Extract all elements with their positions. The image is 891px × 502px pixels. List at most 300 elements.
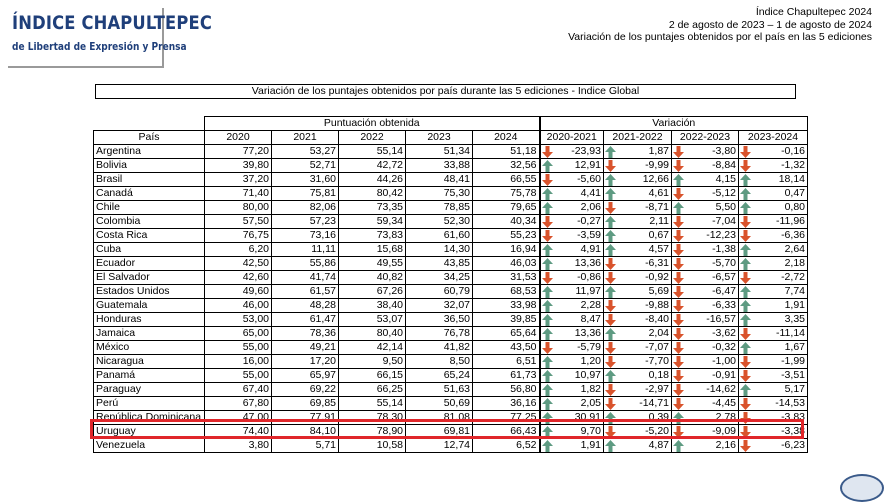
score-cell: 36,50 — [406, 313, 473, 327]
variation-value: 0,80 — [784, 201, 805, 213]
variation-value: 4,61 — [648, 187, 669, 199]
arrow-up-icon — [740, 174, 751, 186]
variation-cell — [540, 383, 604, 397]
variation-cell — [672, 327, 739, 341]
score-cell: 41,82 — [406, 341, 473, 355]
arrow-down-icon — [740, 440, 751, 452]
variation-value: -5,70 — [712, 257, 736, 269]
variation-cell — [604, 369, 672, 383]
country-name: Uruguay — [94, 425, 205, 439]
arrow-up-icon — [605, 328, 616, 340]
variation-value: 0,67 — [648, 229, 669, 241]
empty-header-cell — [94, 117, 205, 131]
variation-cell — [604, 201, 672, 215]
variation-cell — [739, 173, 808, 187]
arrow-up-icon — [542, 356, 553, 368]
variation-cell — [672, 271, 739, 285]
variation-value: 2,11 — [649, 215, 669, 227]
table-row — [94, 299, 808, 313]
score-cell: 52,30 — [406, 215, 473, 229]
arrow-down-icon — [673, 244, 684, 256]
variation-value: 5,69 — [648, 285, 669, 297]
variation-cell — [604, 229, 672, 243]
variation-cell — [739, 439, 808, 453]
score-cell: 49,60 — [205, 285, 272, 299]
table-row — [94, 159, 808, 173]
arrow-down-icon — [673, 146, 684, 158]
score-cell: 5,71 — [272, 439, 339, 453]
score-cell: 81,08 — [406, 411, 473, 425]
variation-value: -16,57 — [706, 313, 736, 325]
score-cell: 32,56 — [473, 159, 540, 173]
variation-group-header: Variación — [540, 117, 808, 131]
score-cell: 77,91 — [272, 411, 339, 425]
variation-cell — [739, 285, 808, 299]
score-cell: 41,74 — [272, 271, 339, 285]
score-cell: 6,51 — [473, 355, 540, 369]
country-name: Jamaica — [94, 327, 205, 341]
score-cell: 34,25 — [406, 271, 473, 285]
variation-cell — [604, 145, 672, 159]
score-cell: 38,40 — [339, 299, 406, 313]
score-cell: 66,15 — [339, 369, 406, 383]
variation-value: -0,86 — [577, 271, 601, 283]
year-header: 2023 — [406, 131, 473, 145]
variation-cell — [739, 257, 808, 271]
score-cell: 6,52 — [473, 439, 540, 453]
document-header — [568, 6, 872, 44]
arrow-down-icon — [673, 160, 684, 172]
variation-value: -4,45 — [712, 397, 736, 409]
score-cell: 17,20 — [272, 355, 339, 369]
score-cell: 42,14 — [339, 341, 406, 355]
arrow-up-icon — [542, 286, 553, 298]
variation-cell — [604, 257, 672, 271]
variation-value: 3,35 — [784, 313, 805, 325]
arrow-up-icon — [542, 398, 553, 410]
table-row — [94, 145, 808, 159]
score-cell: 48,41 — [406, 173, 473, 187]
score-cell: 50,69 — [406, 397, 473, 411]
variation-value: 1,91 — [580, 439, 601, 451]
variation-cell — [604, 271, 672, 285]
variation-value: 1,67 — [784, 341, 805, 353]
variation-cell — [672, 313, 739, 327]
score-cell: 16,94 — [473, 243, 540, 257]
score-cell: 75,78 — [473, 187, 540, 201]
variation-cell — [672, 383, 739, 397]
country-name: Cuba — [94, 243, 205, 257]
arrow-up-icon — [740, 286, 751, 298]
score-cell: 56,80 — [473, 383, 540, 397]
variation-value: -23,93 — [571, 145, 601, 157]
score-cell: 49,55 — [339, 257, 406, 271]
period-header: 2022-2023 — [672, 131, 739, 145]
score-cell: 40,34 — [473, 215, 540, 229]
variation-value: 8,47 — [580, 313, 601, 325]
score-cell: 53,00 — [205, 313, 272, 327]
score-cell: 55,14 — [339, 145, 406, 159]
arrow-down-icon — [673, 384, 684, 396]
variation-cell — [540, 229, 604, 243]
period-header: 2020-2021 — [540, 131, 604, 145]
arrow-down-icon — [673, 258, 684, 270]
arrow-down-icon — [740, 160, 751, 172]
score-cell: 33,98 — [473, 299, 540, 313]
header-line-2: 2 de agosto de 2023 – 1 de agosto de 2024 — [668, 18, 872, 31]
variation-cell — [739, 397, 808, 411]
score-cell: 53,27 — [272, 145, 339, 159]
arrow-down-icon — [605, 384, 616, 396]
table-row — [94, 201, 808, 215]
variation-value: -0,16 — [781, 145, 805, 157]
arrow-down-icon — [542, 174, 553, 186]
variation-value: 4,57 — [648, 243, 669, 255]
table-row — [94, 243, 808, 257]
arrow-up-icon — [673, 174, 684, 186]
score-cell: 55,23 — [473, 229, 540, 243]
score-cell: 33,88 — [406, 159, 473, 173]
variation-cell — [540, 285, 604, 299]
table-body — [94, 145, 808, 453]
variation-value: -0,91 — [712, 369, 736, 381]
score-cell: 43,85 — [406, 257, 473, 271]
variation-cell — [604, 439, 672, 453]
score-cell: 55,00 — [205, 369, 272, 383]
variation-value: -0,32 — [712, 341, 736, 353]
arrow-up-icon — [542, 188, 553, 200]
score-cell: 80,40 — [339, 327, 406, 341]
score-cell: 9,50 — [339, 355, 406, 369]
variation-value: 0,47 — [784, 187, 805, 199]
variation-value: -8,84 — [712, 159, 736, 171]
arrow-down-icon — [740, 146, 751, 158]
variation-value: 9,70 — [580, 425, 601, 437]
variation-cell — [672, 355, 739, 369]
period-header: 2023-2024 — [739, 131, 808, 145]
variation-value: -7,07 — [645, 341, 669, 353]
variation-value: 1,20 — [580, 355, 601, 367]
country-name: Perú — [94, 397, 205, 411]
variation-value: 11,97 — [575, 285, 601, 297]
score-cell: 55,14 — [339, 397, 406, 411]
score-cell: 80,00 — [205, 201, 272, 215]
country-name: República Dominicana — [94, 411, 205, 425]
variation-cell — [739, 145, 808, 159]
table-row — [94, 341, 808, 355]
variation-value: -3,51 — [781, 369, 805, 381]
variation-cell — [540, 187, 604, 201]
score-cell: 76,75 — [205, 229, 272, 243]
variation-cell — [540, 173, 604, 187]
variation-cell — [739, 229, 808, 243]
score-cell: 71,40 — [205, 187, 272, 201]
score-cell: 53,07 — [339, 313, 406, 327]
score-cell: 74,40 — [205, 425, 272, 439]
variation-cell — [604, 327, 672, 341]
score-cell: 31,53 — [473, 271, 540, 285]
variation-value: 0,39 — [648, 411, 669, 423]
score-cell: 48,28 — [272, 299, 339, 313]
table-row — [94, 271, 808, 285]
arrow-up-icon — [542, 300, 553, 312]
score-cell: 42,72 — [339, 159, 406, 173]
variation-cell — [604, 313, 672, 327]
score-cell: 78,85 — [406, 201, 473, 215]
score-cell: 61,57 — [272, 285, 339, 299]
score-cell: 73,83 — [339, 229, 406, 243]
score-cell: 55,00 — [205, 341, 272, 355]
variation-value: -6,23 — [781, 439, 805, 451]
table-row — [94, 355, 808, 369]
logo-title: ÍNDICE CHAPULTEPEC — [12, 12, 213, 34]
arrow-down-icon — [605, 314, 616, 326]
score-cell: 73,35 — [339, 201, 406, 215]
country-name: Ecuador — [94, 257, 205, 271]
seal-emblem — [840, 474, 884, 502]
table-row — [94, 173, 808, 187]
variation-cell — [739, 299, 808, 313]
score-cell: 67,80 — [205, 397, 272, 411]
country-name: Estados Unidos — [94, 285, 205, 299]
variation-value: 2,06 — [580, 201, 601, 213]
score-cell: 67,26 — [339, 285, 406, 299]
variation-cell — [672, 145, 739, 159]
score-cell: 61,60 — [406, 229, 473, 243]
peru-highlight-box — [90, 419, 804, 439]
year-header: 2022 — [339, 131, 406, 145]
score-cell: 65,24 — [406, 369, 473, 383]
score-cell: 3,80 — [205, 439, 272, 453]
variation-value: 5,50 — [715, 201, 736, 213]
variation-cell — [540, 355, 604, 369]
score-cell: 78,90 — [339, 425, 406, 439]
variation-value: 0,18 — [648, 369, 669, 381]
arrow-down-icon — [673, 356, 684, 368]
arrow-down-icon — [542, 146, 553, 158]
variation-value: -0,27 — [577, 215, 601, 227]
variation-value: 12,91 — [574, 159, 601, 171]
arrow-up-icon — [673, 440, 684, 452]
arrow-down-icon — [673, 398, 684, 410]
score-cell: 8,50 — [406, 355, 473, 369]
variation-cell — [672, 243, 739, 257]
variation-value: -5,60 — [577, 173, 601, 185]
variation-value: 1,91 — [784, 299, 805, 311]
score-cell: 51,63 — [406, 383, 473, 397]
variation-value: -6,31 — [645, 257, 669, 269]
arrow-up-icon — [542, 160, 553, 172]
arrow-up-icon — [542, 314, 553, 326]
arrow-up-icon — [673, 202, 684, 214]
country-name: Paraguay — [94, 383, 205, 397]
country-name: Chile — [94, 201, 205, 215]
variation-value: -14,71 — [639, 397, 669, 409]
score-cell: 66,43 — [473, 425, 540, 439]
variation-value: -1,32 — [781, 159, 805, 171]
variation-value: -5,12 — [712, 187, 736, 199]
variation-value: 4,87 — [648, 439, 669, 451]
variation-cell — [672, 215, 739, 229]
score-cell: 6,20 — [205, 243, 272, 257]
score-cell: 10,58 — [339, 439, 406, 453]
variation-cell — [672, 201, 739, 215]
arrow-up-icon — [740, 384, 751, 396]
country-name: Guatemala — [94, 299, 205, 313]
score-cell: 12,74 — [406, 439, 473, 453]
variation-value: -2,97 — [645, 383, 669, 395]
arrow-down-icon — [740, 216, 751, 228]
score-cell: 75,81 — [272, 187, 339, 201]
variation-value: -3,38 — [781, 425, 805, 437]
variation-value: -3,62 — [712, 327, 736, 339]
variation-cell — [672, 341, 739, 355]
header-line-1: Índice Chapultepec 2024 — [755, 6, 872, 18]
score-cell: 65,97 — [272, 369, 339, 383]
variation-value: -2,72 — [781, 271, 805, 283]
variation-cell — [540, 341, 604, 355]
country-name: Nicaragua — [94, 355, 205, 369]
score-cell: 37,20 — [205, 173, 272, 187]
score-cell: 69,85 — [272, 397, 339, 411]
table-row — [94, 439, 808, 453]
score-cell: 31,60 — [272, 173, 339, 187]
table-row — [94, 257, 808, 271]
table-row — [94, 383, 808, 397]
arrow-up-icon — [740, 258, 751, 270]
score-cell: 69,22 — [272, 383, 339, 397]
variation-value: 4,41 — [580, 187, 601, 199]
variation-cell — [604, 299, 672, 313]
country-name: Brasil — [94, 173, 205, 187]
score-cell: 46,03 — [473, 257, 540, 271]
score-cell: 66,55 — [473, 173, 540, 187]
variation-value: 5,17 — [784, 383, 805, 395]
variation-value: -6,57 — [712, 271, 736, 283]
table-row — [94, 313, 808, 327]
country-name: Costa Rica — [94, 229, 205, 243]
variation-cell — [604, 159, 672, 173]
variation-cell — [672, 397, 739, 411]
score-cell: 78,30 — [339, 411, 406, 425]
score-cell: 16,00 — [205, 355, 272, 369]
score-cell: 47,00 — [205, 411, 272, 425]
year-header: 2020 — [205, 131, 272, 145]
variation-cell — [604, 383, 672, 397]
score-cell: 49,21 — [272, 341, 339, 355]
arrow-down-icon — [605, 272, 616, 284]
arrow-down-icon — [605, 300, 616, 312]
score-cell: 11,11 — [272, 243, 339, 257]
arrow-up-icon — [740, 314, 751, 326]
arrow-up-icon — [605, 286, 616, 298]
variation-cell — [604, 341, 672, 355]
variation-cell — [540, 145, 604, 159]
variation-value: -1,99 — [781, 355, 805, 367]
score-cell: 82,06 — [272, 201, 339, 215]
variation-value: -8,71 — [645, 201, 669, 213]
variation-value: -7,70 — [645, 355, 669, 367]
arrow-down-icon — [740, 328, 751, 340]
variation-value: 7,74 — [784, 285, 805, 297]
arrow-down-icon — [673, 272, 684, 284]
country-name: Bolivia — [94, 159, 205, 173]
variation-value: 1,82 — [580, 383, 601, 395]
variation-cell — [739, 383, 808, 397]
arrow-down-icon — [673, 216, 684, 228]
variation-cell — [604, 187, 672, 201]
table-row — [94, 215, 808, 229]
variation-value: -5,20 — [645, 425, 669, 437]
variation-value: 4,91 — [580, 243, 601, 255]
table-row — [94, 187, 808, 201]
variation-value: -3,80 — [712, 145, 736, 157]
chapultepec-logo — [8, 8, 213, 68]
score-cell: 57,50 — [205, 215, 272, 229]
variation-value: -12,23 — [706, 229, 736, 241]
country-name: Argentina — [94, 145, 205, 159]
table-row — [94, 229, 808, 243]
country-column-header: País — [94, 131, 205, 145]
score-cell: 14,30 — [406, 243, 473, 257]
variation-cell — [540, 439, 604, 453]
score-cell: 78,36 — [272, 327, 339, 341]
variation-value: 10,97 — [574, 369, 601, 381]
arrow-down-icon — [542, 216, 553, 228]
arrow-up-icon — [605, 230, 616, 242]
variation-cell — [540, 369, 604, 383]
score-cell: 67,40 — [205, 383, 272, 397]
country-name: Colombia — [94, 215, 205, 229]
variation-value: -6,36 — [781, 229, 805, 241]
score-cell: 65,00 — [205, 327, 272, 341]
score-cell: 60,79 — [406, 285, 473, 299]
column-header-row — [94, 131, 808, 145]
arrow-down-icon — [740, 398, 751, 410]
arrow-up-icon — [605, 370, 616, 382]
score-cell: 65,64 — [473, 327, 540, 341]
variation-cell — [540, 243, 604, 257]
arrow-up-icon — [542, 328, 553, 340]
variation-value: -9,88 — [645, 299, 669, 311]
arrow-down-icon — [605, 356, 616, 368]
variation-value: 2,18 — [784, 257, 805, 269]
variation-value: -7,04 — [712, 215, 736, 227]
score-cell: 66,25 — [339, 383, 406, 397]
arrow-up-icon — [542, 244, 553, 256]
arrow-up-icon — [542, 258, 553, 270]
score-cell: 46,00 — [205, 299, 272, 313]
arrow-up-icon — [740, 300, 751, 312]
variation-cell — [739, 355, 808, 369]
arrow-down-icon — [605, 202, 616, 214]
arrow-down-icon — [605, 398, 616, 410]
country-name: Panamá — [94, 369, 205, 383]
variation-value: -1,38 — [712, 243, 736, 255]
header-line-3: Variación de los puntajes obtenidos por el país en las 5 ediciones — [568, 31, 872, 43]
score-cell: 42,50 — [205, 257, 272, 271]
variation-value: 2,05 — [580, 397, 601, 409]
variation-cell — [604, 173, 672, 187]
table-row — [94, 327, 808, 341]
arrow-up-icon — [605, 146, 616, 158]
variation-value: -9,99 — [645, 159, 669, 171]
score-cell: 73,16 — [272, 229, 339, 243]
variation-cell — [739, 271, 808, 285]
year-header: 2021 — [272, 131, 339, 145]
arrow-down-icon — [740, 230, 751, 242]
score-cell: 42,60 — [205, 271, 272, 285]
